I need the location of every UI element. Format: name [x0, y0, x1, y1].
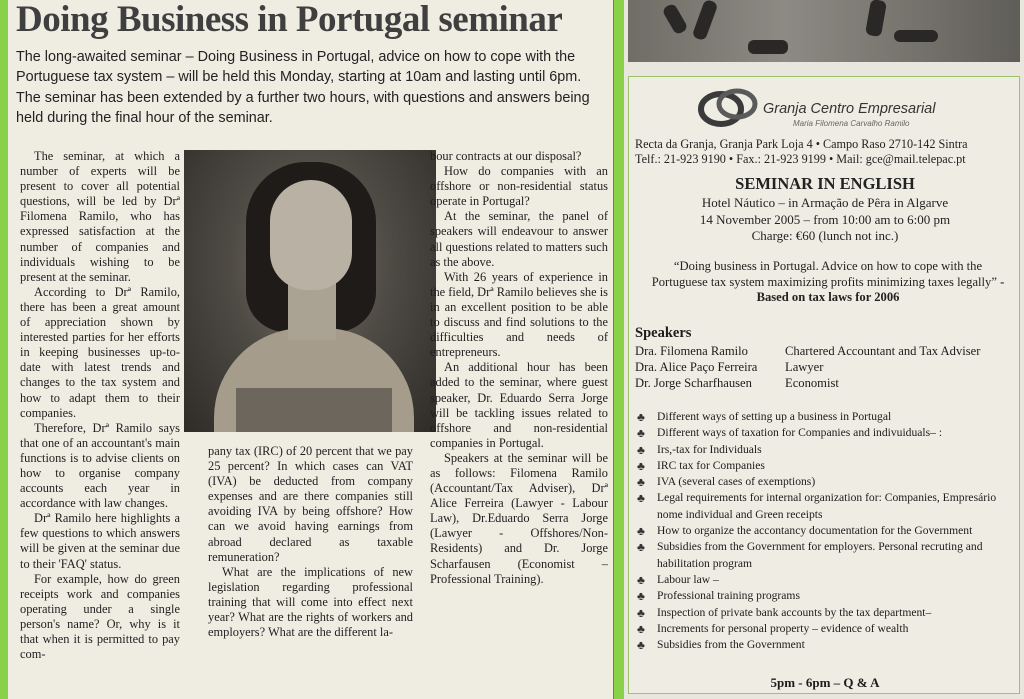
club-bullet-icon: ♣ — [637, 410, 645, 424]
club-bullet-icon: ♣ — [637, 589, 645, 604]
speaker-role: Lawyer — [785, 360, 824, 374]
list-item: ♣ Different ways of taxation for Companies and indivuiduals– : — [637, 426, 943, 441]
seminar-quote — [647, 259, 1009, 306]
list-item: ♣ How to organize the accontancy documentation for the Government — [637, 524, 973, 539]
event-date: 14 November 2005 – from 10:00 am to 6:00 pm — [699, 211, 951, 227]
paragraph: How do companies with an offshore or non-residential status operate in Portugal? — [430, 164, 608, 209]
address-line: Recta da Granja, Granja Park Loja 4 • Campo Raso 2710-142 Sintra — [635, 137, 968, 151]
event-charge: Charge: €60 (lunch not inc.) — [751, 228, 899, 243]
paragraph: Therefore, Drª Ramilo says that one of an accountant's main functions is to advise clients on how to organise company accounts each year in accordance with law changes. — [20, 420, 180, 511]
topics-list — [635, 409, 1017, 653]
club-bullet-icon: ♣ — [637, 426, 645, 441]
logo-name: Granja Centro Empresarial — [763, 101, 936, 117]
list-item: ♣ Labour law – — [637, 572, 719, 587]
dancers-photo — [628, 0, 1020, 62]
speaker-name: Dr. Jorge Scharfhausen — [635, 376, 752, 390]
speaker-row — [635, 375, 980, 391]
quote-text: “Doing business in Portugal. Advice on how to cope with the Portuguese tax system maximizing profits minimizing taxes legally” — [651, 259, 997, 289]
club-bullet-icon: ♣ — [637, 621, 645, 636]
advert-title: SEMINAR IN ENGLISH — [735, 174, 915, 193]
club-bullet-icon: ♣ — [637, 572, 645, 587]
quote-bold: - Based on tax laws for 2006 — [756, 274, 1005, 304]
venue: Hotel Náutico – in Armação de Pêra in Algarve — [701, 195, 949, 210]
paragraph: pany tax (IRC) of 20 percent that we pay 25 percent? In which cases can VAT (IVA) be deducted from company expenses and are there companies still avoiding IVA by being offshore? How can we avoid having earnings from abroad declared as taxable remuneration? — [208, 444, 413, 564]
list-item: ♣ Inspection of private bank accounts by the tax department– — [637, 605, 932, 620]
paragraph: The seminar, at which a number of experts will be present to cover all potential questions, will be led by Drª Filomena Ramilo, who has expressed satisfaction at the number of companies and individuals wishing to be present at the seminar. — [20, 149, 180, 284]
contact-line: Telf.: 21-923 9190 • Fax.: 21-923 9199 • Mail: gce@mail.telepac.pt — [635, 152, 966, 166]
paragraph: bour contracts at our disposal? — [430, 149, 582, 163]
list-item: ♣ Subsidies from the Government — [637, 638, 805, 653]
speakers-heading: Speakers — [635, 325, 692, 341]
logo-subtitle: Maria Filomena Carvalho Ramilo — [793, 119, 910, 128]
granja-logo-icon — [697, 87, 759, 127]
club-bullet-icon: ♣ — [637, 442, 645, 457]
speaker-name: Dra. Alice Paço Ferreira — [635, 360, 758, 374]
contact-address — [635, 137, 1021, 167]
article-column-2 — [208, 444, 413, 640]
speaker-role: Chartered Accountant and Tax Adviser — [785, 344, 981, 358]
article-column-1 — [20, 149, 180, 662]
list-item: ♣ Legal requirements for internal organization for: Companies, Empresário nome individual and Green receipts — [637, 491, 997, 521]
list-item: ♣ IVA (several cases of exemptions) — [637, 475, 816, 490]
list-item: ♣ Professional training programs — [637, 589, 800, 604]
article-column-3 — [430, 149, 608, 587]
speaker-row — [635, 359, 980, 375]
article-page — [8, 0, 614, 699]
speaker-name: Dra. Filomena Ramilo — [635, 344, 748, 358]
speakers-table — [635, 343, 980, 391]
paragraph: What are the implications of new legislation regarding professional training that will come into effect next year? What are the rights of workers and employers? What are the different la- — [208, 564, 413, 640]
list-item: ♣ Subsidies from the Government for employers. Personal recruting and habilitation program — [637, 540, 983, 570]
speaker-role: Economist — [785, 376, 839, 390]
paragraph: An additional hour has been added to the seminar, where guest speaker, Dr. Eduardo Serra Jorge will be tackling issues related to offshore and non-residential companies in Portugal. — [430, 360, 608, 450]
qa-footer: 5pm - 6pm – Q & A — [770, 675, 880, 690]
list-item: ♣ Increments for personal property – evidence of wealth — [637, 621, 909, 636]
seminar-advert — [628, 76, 1020, 694]
club-bullet-icon: ♣ — [637, 491, 645, 506]
club-bullet-icon: ♣ — [637, 638, 645, 653]
club-bullet-icon: ♣ — [637, 540, 645, 555]
list-item: ♣ Different ways of setting up a business in Portugal — [637, 410, 892, 424]
event-info — [629, 195, 1021, 245]
advert-page — [624, 0, 1024, 699]
paragraph: With 26 years of experience in the field, Drª Ramilo believes she is in an excellent position to be able to discuss and find solutions to the difficulties and needs of entrepreneurs. — [430, 269, 608, 360]
club-bullet-icon: ♣ — [637, 524, 645, 539]
list-item: ♣ Irs,-tax for Individuals — [637, 442, 762, 457]
paragraph: For example, how do green receipts work and companies operating under a single person's name? Or, why is it that when it is permitted to pay com- — [20, 571, 180, 662]
speaker-row — [635, 343, 980, 359]
paragraph: At the seminar, the panel of speakers will endeavour to answer all questions related to matters such as the above. — [430, 209, 608, 269]
club-bullet-icon: ♣ — [637, 605, 645, 620]
paragraph: Speakers at the seminar will be as follows: Filomena Ramilo (Accountant/Tax Adviser), Drª Alice Ferreira (Lawyer - Labour Law), Dr.Eduardo Serra Jorge (Lawyer - Offshores/Non-Residents) and Dr. Jorge Scharfausen (Economist – Professional Training). — [430, 450, 608, 586]
club-bullet-icon: ♣ — [637, 475, 645, 490]
article-headline: Doing Business in Portugal seminar — [16, 0, 563, 40]
club-bullet-icon: ♣ — [637, 458, 645, 473]
article-lead: The long-awaited seminar – Doing Business in Portugal, advice on how to cope with the Portuguese tax system – will be held this Monday, starting at 10am and lasting until 6pm. The seminar has been extended by a further two hours, with questions and answers being held during the final hour of the seminar. — [16, 49, 590, 127]
paragraph: According to Drª Ramilo, there has been a great amount of appreciation shown by interested parties for her efforts in keeping businesses up-to-date with latest trends and changes to the tax system and how to adapt them to their companies. — [20, 284, 180, 420]
paragraph: Drª Ramilo here highlights a few questions to which answers will be given at the seminar due to their 'FAQ' status. — [20, 511, 180, 571]
list-item: ♣ IRC tax for Companies — [637, 458, 765, 473]
portrait-photo — [184, 150, 436, 432]
